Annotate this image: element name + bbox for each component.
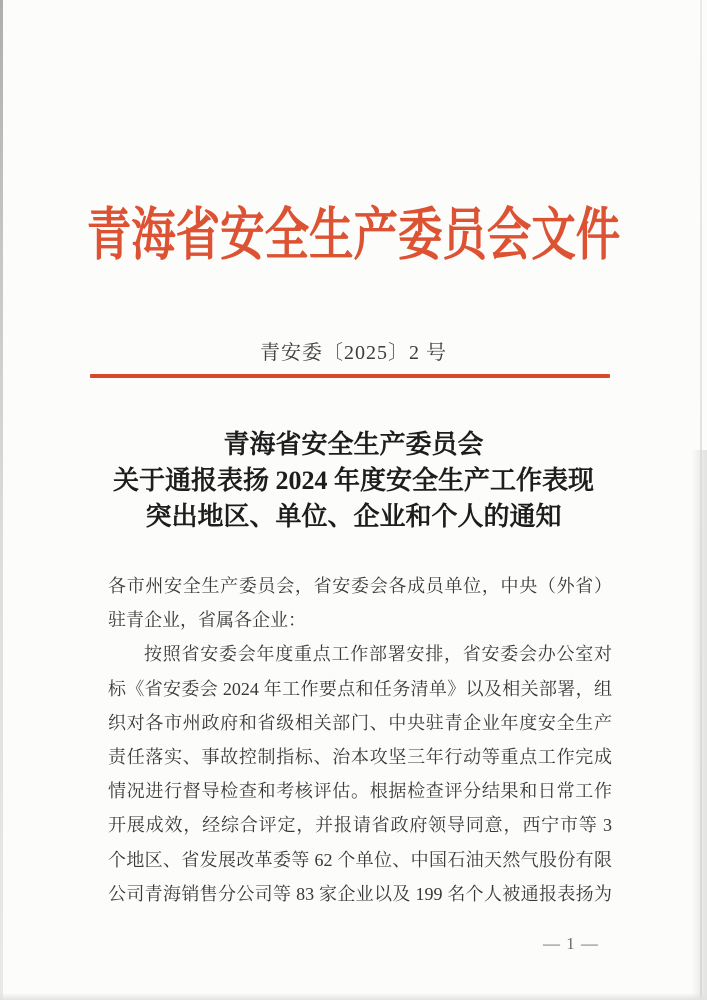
letterhead-title: 青海省安全生产委员会文件: [86, 204, 621, 267]
body-line: 责任落实、事故控制指标、治本攻坚三年行动等重点工作完成: [108, 746, 612, 767]
document-body: [108, 569, 612, 911]
body-line: 开展成效，经综合评定，并报请省政府领导同意，西宁市等 3: [108, 815, 612, 836]
body-line: 公司青海销售分公司等 83 家企业以及 199 名个人被通报表扬为: [108, 883, 612, 904]
body-line: 按照省安委会年度重点工作部署安排，省安委会办公室对: [144, 644, 612, 665]
scan-bottom-shadow: [0, 993, 707, 1000]
document-number: 青安委〔2025〕2 号: [260, 342, 447, 364]
body-line: 个地区、省发展改革委等 62 个单位、中国石油天然气股份有限: [108, 849, 612, 870]
page-number: — 1 —: [543, 934, 599, 953]
body-line: 各市州安全生产委员会，省安委会各成员单位，中央（外省）: [108, 576, 612, 596]
body-line: 织对各市州政府和省级相关部门、中央驻青企业年度安全生产: [108, 712, 612, 733]
document-title-line: 青海省安全生产委员会: [223, 430, 484, 459]
body-line: 驻青企业，省属各企业：: [108, 610, 306, 631]
document-title-line: 突出地区、单位、企业和个人的通知: [145, 502, 562, 531]
letterhead-red-rule: [90, 374, 610, 378]
body-line: 情况进行督导检查和考核评估。根据检查评分结果和日常工作: [108, 781, 612, 802]
body-line: 标《省安委会 2024 年工作要点和任务清单》以及相关部署，组: [108, 678, 612, 699]
document-title-line: 关于通报表扬 2024 年度安全生产工作表现: [112, 466, 594, 495]
document-title: [0, 427, 707, 535]
